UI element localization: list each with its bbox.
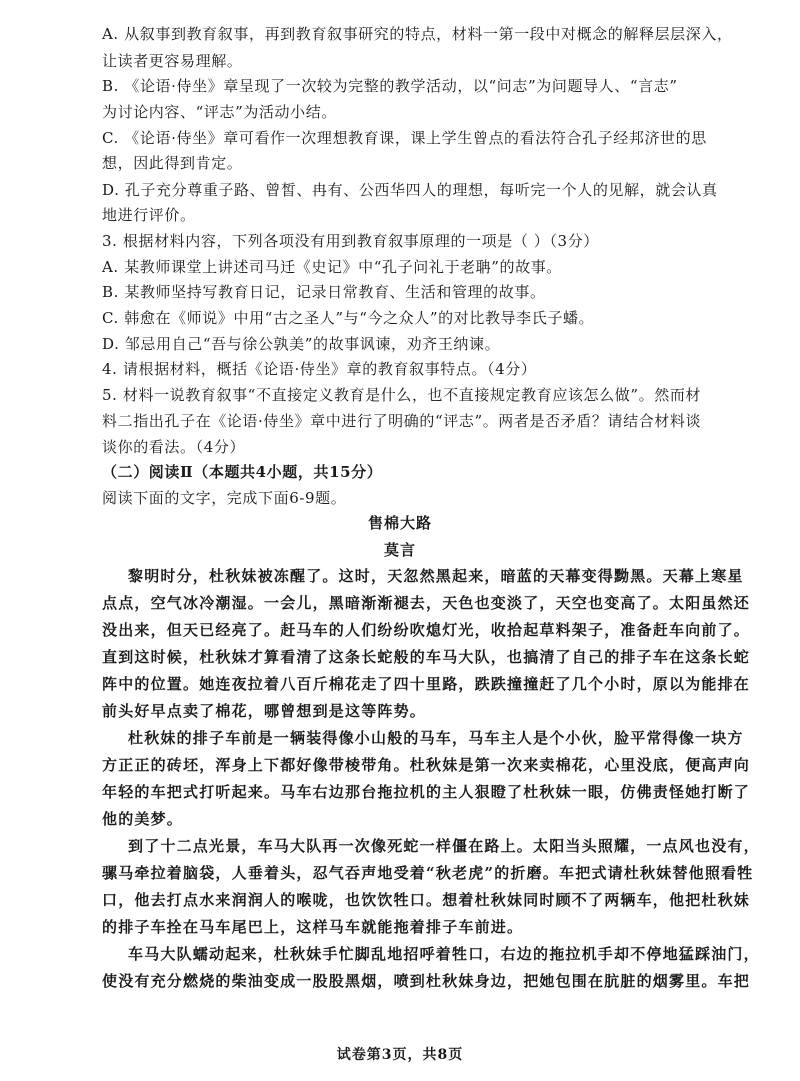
question-5-line-2: 料二指出孔子在《论语·侍坐》章中进行了明确的“评志”。两者是否矛盾？请结合材料谈	[102, 412, 702, 430]
question-5-line-1: 5. 材料一说教育叙事“不直接定义教育是什么，也不直接规定教育应该怎么做”。然而材	[102, 386, 702, 404]
section-2-heading: （二）阅读Ⅱ（本题共4小题，共15分）	[102, 463, 383, 481]
story-author: 莫言	[383, 541, 416, 559]
question-3-option-c: C. 韩愈在《师说》中用“古之圣人”与“今之众人”的对比教导李氏子蟠。	[102, 309, 595, 327]
story-p1-line-5: 阵中的位置。她连夜拉着八百斤棉花走了四十里路，跌跌撞撞赶了几个小时，原以为能排在	[102, 675, 751, 693]
question-3-option-d: D. 邹忌用自己“吾与徐公孰美”的故事讽谏，劝齐王纳谏。	[102, 335, 501, 353]
story-p1-line-2: 点点，空气冰冷潮湿。一会儿，黑暗渐渐褪去，天色也变淡了，天空也变高了。太阳虽然还	[102, 594, 751, 612]
story-p2-line-4: 他的美梦。	[102, 810, 184, 828]
story-p2-line-2: 方正正的砖坯，浑身上下都好像带棱带角。杜秋妹是第一次来卖棉花，心里没底，便高声向	[102, 756, 751, 774]
question-4: 4. 请根据材料，概括《论语·侍坐》章的教育叙事特点。（4分）	[102, 360, 537, 378]
question-3-stem: 3. 根据材料内容，下列各项没有用到教育叙事原理的一项是（ ）（3分）	[102, 232, 599, 250]
story-p2-line-3: 年轻的车把式打听起来。马车右边那台拖拉机的主人狠瞪了杜秋妹一眼，仿佛责怪她打断了	[102, 783, 751, 801]
option-a-line-1: A. 从叙事到教育叙事，再到教育叙事研究的特点，材料一第一段中对概念的解释层层深入，	[102, 25, 733, 43]
story-p4-line-1: 车马大队蠕动起来，杜秋妹手忙脚乱地招呼着牲口，右边的拖拉机手却不停地猛踩油门，	[128, 945, 760, 963]
option-c-line-2: 想，因此得到肯定。	[102, 154, 243, 172]
story-p1-line-4: 直到这时候，杜秋妹才算看清了这条长蛇般的车马大队，也搞清了自己的排子车在这条长蛇	[102, 648, 751, 666]
question-3-option-b: B. 某教师坚持写教育日记，记录日常教育、生活和管理的故事。	[102, 283, 546, 301]
story-p2-line-1: 杜秋妹的排子车前是一辆装得像小山般的马车，马车主人是个小伙，脸平常得像一块方	[128, 729, 744, 747]
story-p3-line-1: 到了十二点光景，车马大队再一次像死蛇一样僵在路上。太阳当头照耀，一点风也没有，	[128, 837, 760, 855]
question-3-option-a: A. 某教师课堂上讲述司马迁《史记》中“孔子问礼于老聃”的故事。	[102, 258, 562, 276]
story-p3-line-4: 的排子车拴在马车尾巴上，这样马车就能拖着排子车前进。	[102, 918, 524, 936]
story-p1-line-3: 没出来，但天已经亮了。赶马车的人们纷纷吹熄灯光，收拾起草料架子，准备赶车向前了。	[102, 621, 751, 639]
option-d-line-1: D. 孔子充分尊重子路、曾皙、冉有、公西华四人的理想，每听完一个人的见解，就会认真	[102, 181, 718, 199]
story-title: 售棉大路	[367, 514, 432, 532]
option-a-line-2: 让读者更容易理解。	[102, 52, 243, 70]
option-b-line-2: 为讨论内容、“评志”为活动小结。	[102, 103, 337, 121]
option-c-line-1: C. 《论语·侍坐》章可看作一次理想教育课，课上学生曾点的看法符合孔子经邦济世的思	[102, 129, 707, 147]
story-p3-line-3: 口，他去打点水来润润人的喉咙，也饮饮牲口。想着杜秋妹同时顾不了两辆车，他把杜秋妹	[102, 891, 751, 909]
option-b-line-1: B. 《论语·侍坐》章呈现了一次较为完整的教学活动，以“问志”为问题导人、“言志”	[102, 77, 678, 95]
question-5-line-3: 谈你的看法。（4分）	[102, 438, 246, 456]
story-p4-line-2: 使没有充分燃烧的柴油变成一股股黑烟，喷到杜秋妹身边，把她包围在肮脏的烟雾里。车把	[102, 972, 751, 990]
story-p3-line-2: 骡马牵拉着脑袋，人垂着头，忍气吞声地受着“秋老虎”的折磨。车把式请杜秋妹替他照看牲	[102, 864, 754, 882]
page-footer: 试卷第3页，共8页	[336, 1047, 464, 1063]
option-d-line-2: 地进行评价。	[102, 206, 196, 224]
story-p1-line-6: 前头好早点卖了棉花，哪曾想到是这等阵势。	[102, 702, 427, 720]
story-p1-line-1: 黎明时分，杜秋妹被冻醒了。这时，天忽然黑起来，暗蓝的天幕变得黝黑。天幕上寒星	[128, 567, 744, 585]
section-2-instruction: 阅读下面的文字，完成下面6-9题。	[102, 489, 347, 507]
